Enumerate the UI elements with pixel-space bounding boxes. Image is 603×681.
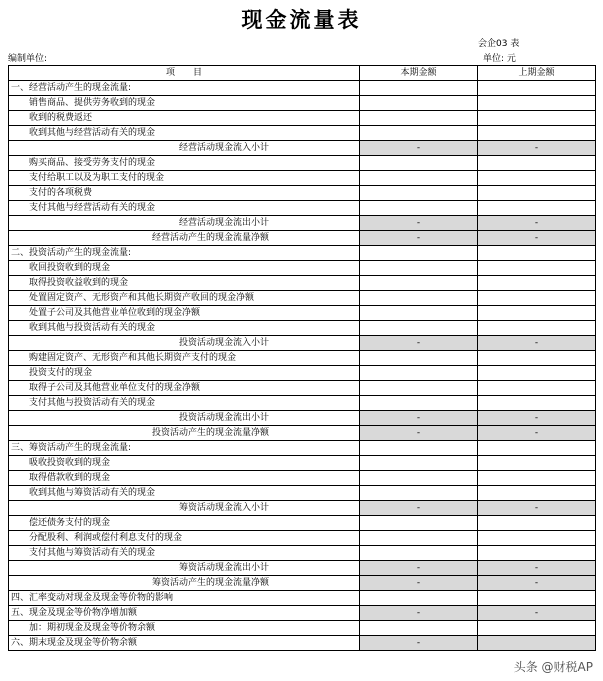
prior-amount-cell[interactable] (478, 171, 596, 186)
row-label: 处置固定资产、无形资产和其他长期资产收回的现金净额 (9, 291, 360, 306)
table-row (9, 96, 596, 111)
prior-amount-cell[interactable] (478, 516, 596, 531)
current-amount-cell[interactable]: - (360, 231, 478, 246)
table-row (9, 216, 596, 231)
table-row (9, 171, 596, 186)
table-row (9, 531, 596, 546)
prior-amount-cell[interactable]: - (478, 561, 596, 576)
prior-amount-cell[interactable] (478, 456, 596, 471)
current-amount-cell[interactable] (360, 186, 478, 201)
row-label: 五、现金及现金等价物净增加额 (9, 606, 360, 621)
table-row (9, 336, 596, 351)
prior-amount-cell[interactable] (478, 156, 596, 171)
column-header-prior: 上期金额 (478, 66, 596, 81)
prior-amount-cell[interactable]: - (478, 411, 596, 426)
table-row (9, 606, 596, 621)
current-amount-cell[interactable] (360, 306, 478, 321)
table-row (9, 486, 596, 501)
current-amount-cell[interactable] (360, 381, 478, 396)
prior-amount-cell[interactable] (478, 531, 596, 546)
row-label: 偿还债务支付的现金 (9, 516, 360, 531)
row-label: 收到的税费返还 (9, 111, 360, 126)
prior-amount-cell[interactable]: - (478, 336, 596, 351)
current-amount-cell[interactable]: - (360, 336, 478, 351)
row-label: 经营活动现金流入小计 (9, 141, 360, 156)
current-amount-cell[interactable] (360, 201, 478, 216)
current-amount-cell[interactable] (360, 366, 478, 381)
prior-amount-cell[interactable] (478, 321, 596, 336)
current-amount-cell[interactable] (360, 291, 478, 306)
table-row (9, 276, 596, 291)
table-row (9, 426, 596, 441)
current-amount-cell[interactable] (360, 171, 478, 186)
row-label: 经营活动现金流出小计 (9, 216, 360, 231)
table-row (9, 546, 596, 561)
row-label: 分配股利、利润或偿付利息支付的现金 (9, 531, 360, 546)
current-amount-cell[interactable] (360, 486, 478, 501)
prior-amount-cell[interactable] (478, 486, 596, 501)
watermark-text: 头条 @财税AP (513, 660, 593, 674)
row-label: 支付其他与投资活动有关的现金 (9, 396, 360, 411)
row-label: 投资支付的现金 (9, 366, 360, 381)
form-number: 会企03 表 (478, 39, 520, 49)
current-amount-cell[interactable]: - (360, 636, 478, 651)
table-row (9, 156, 596, 171)
prior-amount-cell[interactable]: - (478, 231, 596, 246)
prior-amount-cell[interactable] (478, 546, 596, 561)
current-amount-cell[interactable] (360, 546, 478, 561)
row-label: 投资活动产生的现金流量净额 (9, 426, 360, 441)
current-amount-cell[interactable]: - (360, 561, 478, 576)
prior-amount-cell[interactable]: - (478, 576, 596, 591)
current-amount-cell[interactable]: - (360, 606, 478, 621)
table-row (9, 231, 596, 246)
prior-amount-cell[interactable] (478, 261, 596, 276)
current-amount-cell[interactable] (360, 621, 478, 636)
prior-amount-cell[interactable] (478, 276, 596, 291)
prior-amount-cell[interactable] (478, 291, 596, 306)
table-row (9, 246, 596, 261)
table-row (9, 396, 596, 411)
current-amount-cell[interactable] (360, 81, 478, 96)
current-amount-cell[interactable] (360, 471, 478, 486)
prior-amount-cell[interactable] (478, 366, 596, 381)
table-row (9, 306, 596, 321)
current-amount-cell[interactable] (360, 261, 478, 276)
table-row (9, 561, 596, 576)
current-amount-cell[interactable] (360, 126, 478, 141)
prior-amount-cell[interactable] (478, 351, 596, 366)
current-amount-cell[interactable] (360, 96, 478, 111)
table-row (9, 321, 596, 336)
prior-amount-cell[interactable] (478, 111, 596, 126)
prior-amount-cell[interactable]: - (478, 501, 596, 516)
table-row (9, 591, 596, 606)
prepared-by-label: 编制单位: (8, 54, 48, 64)
row-label: 一、经营活动产生的现金流量: (9, 81, 360, 96)
table-row (9, 186, 596, 201)
prior-amount-cell[interactable]: - (478, 216, 596, 231)
prior-amount-cell[interactable] (478, 186, 596, 201)
row-label: 取得投资收益收到的现金 (9, 276, 360, 291)
row-label: 四、汇率变动对现金及现金等价物的影响 (9, 591, 360, 606)
row-label: 支付其他与筹资活动有关的现金 (9, 546, 360, 561)
row-label: 经营活动产生的现金流量净额 (9, 231, 360, 246)
prior-amount-cell[interactable] (478, 471, 596, 486)
current-amount-cell[interactable] (360, 531, 478, 546)
prior-amount-cell[interactable] (478, 396, 596, 411)
table-row (9, 126, 596, 141)
row-label: 支付其他与经营活动有关的现金 (9, 201, 360, 216)
table-header-row (9, 66, 596, 81)
table-row (9, 291, 596, 306)
current-amount-cell[interactable]: - (360, 576, 478, 591)
prior-amount-cell[interactable] (478, 246, 596, 261)
table-row (9, 81, 596, 96)
row-label: 购买商品、接受劳务支付的现金 (9, 156, 360, 171)
current-amount-cell[interactable] (360, 456, 478, 471)
row-label: 支付给职工以及为职工支付的现金 (9, 171, 360, 186)
prior-amount-cell[interactable] (478, 591, 596, 606)
prior-amount-cell[interactable] (478, 621, 596, 636)
row-label: 收到其他与投资活动有关的现金 (9, 321, 360, 336)
current-amount-cell[interactable] (360, 321, 478, 336)
current-amount-cell[interactable]: - (360, 216, 478, 231)
row-label: 投资活动现金流出小计 (9, 411, 360, 426)
row-label: 六、期末现金及现金等价物余额 (9, 636, 360, 651)
current-amount-cell[interactable] (360, 246, 478, 261)
current-amount-cell[interactable] (360, 276, 478, 291)
table-row (9, 201, 596, 216)
table-row (9, 501, 596, 516)
prior-amount-cell[interactable]: - (478, 141, 596, 156)
current-amount-cell[interactable] (360, 516, 478, 531)
row-label: 三、筹资活动产生的现金流量: (9, 441, 360, 456)
table-row (9, 471, 596, 486)
column-header-current: 本期金额 (360, 66, 478, 81)
prior-amount-cell[interactable] (478, 201, 596, 216)
current-amount-cell[interactable] (360, 351, 478, 366)
current-amount-cell[interactable]: - (360, 501, 478, 516)
table-row (9, 141, 596, 156)
table-row (9, 261, 596, 276)
prior-amount-cell[interactable] (478, 126, 596, 141)
prior-amount-cell[interactable] (478, 96, 596, 111)
row-label: 取得子公司及其他营业单位支付的现金净额 (9, 381, 360, 396)
table-row (9, 576, 596, 591)
table-row (9, 351, 596, 366)
row-label: 筹资活动产生的现金流量净额 (9, 576, 360, 591)
table-row (9, 381, 596, 396)
current-amount-cell[interactable] (360, 156, 478, 171)
table-row (9, 441, 596, 456)
table-row (9, 456, 596, 471)
table-row (9, 111, 596, 126)
row-label: 加：期初现金及现金等价物余额 (9, 621, 360, 636)
table-row (9, 636, 596, 651)
table-row (9, 621, 596, 636)
row-label: 销售商品、提供劳务收到的现金 (9, 96, 360, 111)
prior-amount-cell[interactable] (478, 636, 596, 651)
unit-label: 单位: 元 (483, 54, 516, 64)
row-label: 筹资活动现金流入小计 (9, 501, 360, 516)
row-label: 收到其他与经营活动有关的现金 (9, 126, 360, 141)
page-title: 现金流量表 (241, 8, 362, 32)
row-label: 收回投资收到的现金 (9, 261, 360, 276)
row-label: 处置子公司及其他营业单位收到的现金净额 (9, 306, 360, 321)
row-label: 筹资活动现金流出小计 (9, 561, 360, 576)
prior-amount-cell[interactable] (478, 381, 596, 396)
table-row (9, 366, 596, 381)
current-amount-cell[interactable] (360, 591, 478, 606)
cash-flow-table (8, 65, 596, 651)
prior-amount-cell[interactable] (478, 81, 596, 96)
prior-amount-cell[interactable]: - (478, 606, 596, 621)
row-label: 吸收投资收到的现金 (9, 456, 360, 471)
prior-amount-cell[interactable]: - (478, 426, 596, 441)
row-label: 投资活动现金流入小计 (9, 336, 360, 351)
table-row (9, 516, 596, 531)
row-label: 支付的各项税费 (9, 186, 360, 201)
current-amount-cell[interactable] (360, 441, 478, 456)
prior-amount-cell[interactable] (478, 306, 596, 321)
table-row (9, 411, 596, 426)
current-amount-cell[interactable]: - (360, 426, 478, 441)
current-amount-cell[interactable] (360, 111, 478, 126)
prior-amount-cell[interactable] (478, 441, 596, 456)
row-label: 收到其他与筹资活动有关的现金 (9, 486, 360, 501)
current-amount-cell[interactable]: - (360, 141, 478, 156)
current-amount-cell[interactable]: - (360, 411, 478, 426)
row-label: 二、投资活动产生的现金流量: (9, 246, 360, 261)
column-header-item: 项 目 (9, 66, 360, 81)
current-amount-cell[interactable] (360, 396, 478, 411)
row-label: 取得借款收到的现金 (9, 471, 360, 486)
row-label: 购建固定资产、无形资产和其他长期资产支付的现金 (9, 351, 360, 366)
